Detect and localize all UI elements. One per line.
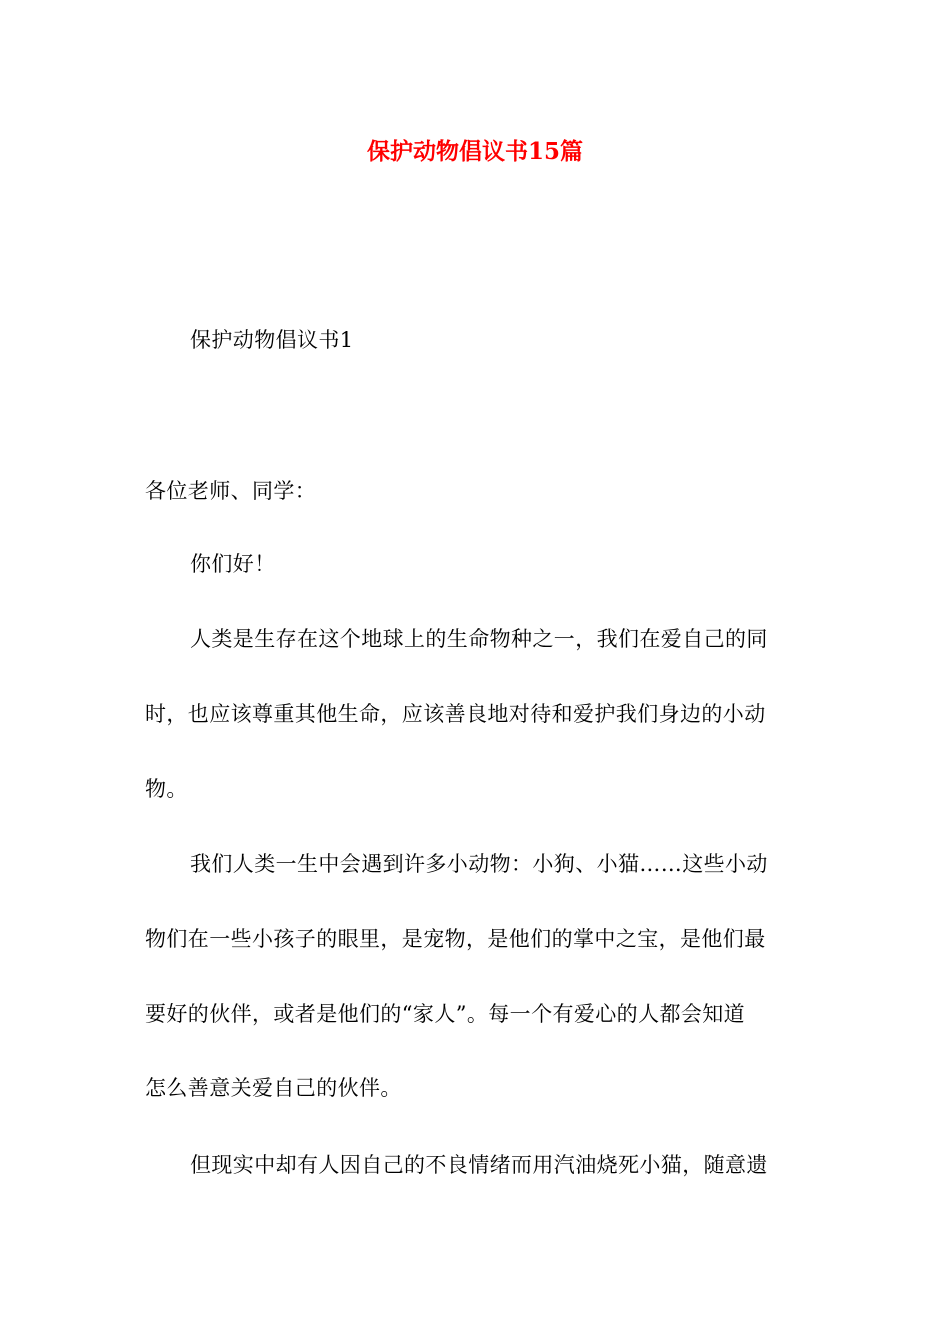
paragraph-2-line-3: 要好的伙伴，或者是他们的“家人”。每一个有爱心的人都会知道: [145, 1002, 746, 1026]
document-title: 保护动物倡议书15篇: [366, 138, 583, 165]
salutation: 各位老师、同学：: [145, 479, 317, 503]
paragraph-2-line-2: 物们在一些小孩子的眼里，是宠物，是他们的掌中之宝，是他们最: [145, 927, 766, 951]
section-heading: 保护动物倡议书1: [190, 328, 354, 352]
paragraph-2-line-1: 我们人类一生中会遇到许多小动物：小狗、小猫……这些小动: [190, 852, 768, 876]
paragraph-1-line-2: 时，也应该尊重其他生命，应该善良地对待和爱护我们身边的小动: [145, 702, 766, 726]
paragraph-1-line-3: 物。: [145, 777, 188, 801]
paragraph-1-line-1: 人类是生存在这个地球上的生命物种之一，我们在爱自己的同: [190, 627, 768, 651]
greeting: 你们好！: [190, 552, 276, 576]
paragraph-3-line-1: 但现实中却有人因自己的不良情绪而用汽油烧死小猫，随意遗: [190, 1153, 768, 1177]
paragraph-2-line-4: 怎么善意关爱自己的伙伴。: [145, 1076, 402, 1100]
